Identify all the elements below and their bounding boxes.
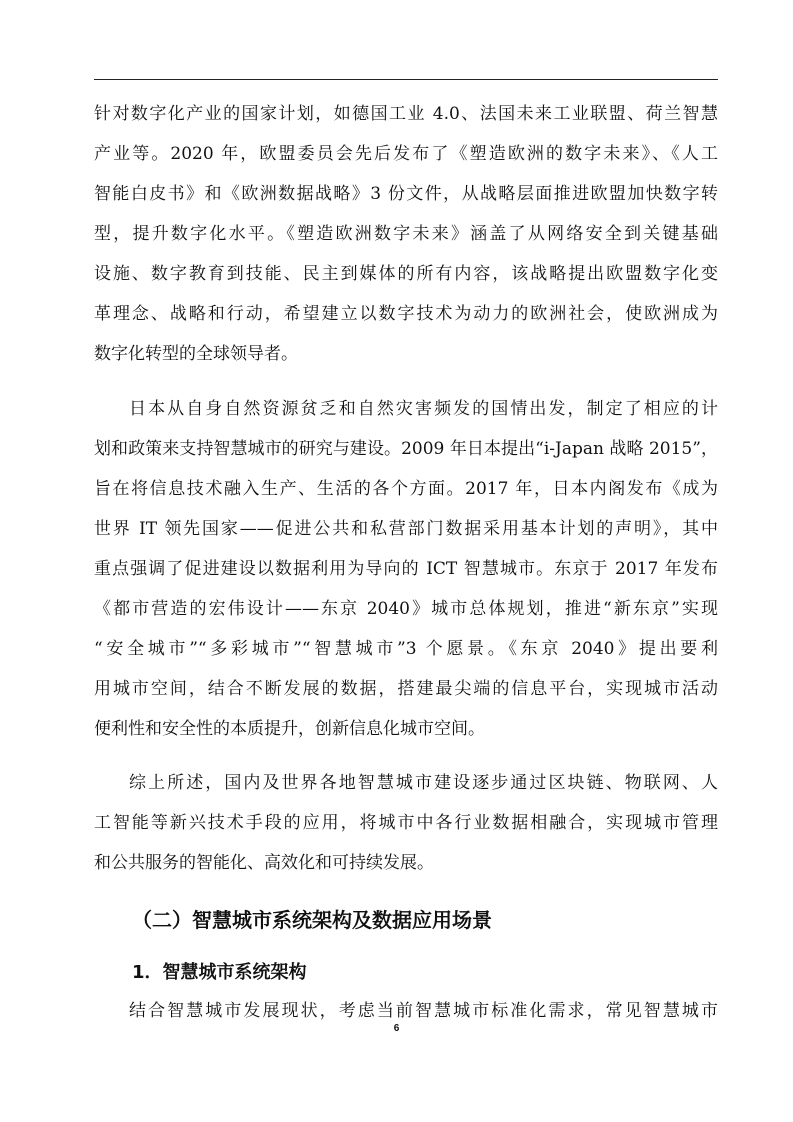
subsection-heading: 1．智慧城市系统架构 — [132, 962, 307, 983]
paragraph-japan — [94, 389, 718, 749]
text-line: 智能白皮书》和《欧洲数据战略》3 份文件，从战略层面推进欧盟加快数字转 — [94, 184, 718, 204]
text-line: 旨在将信息技术融入生产、生活的各个方面。2017 年，日本内阁发布《成为 — [94, 479, 718, 499]
text-line: 世界 IT 领先国家——促进公共和私营部门数据采用基本计划的声明》，其中 — [94, 519, 718, 539]
paragraph-eu-plans — [94, 94, 718, 374]
text-line: 和公共服务的智能化、高效化和可持续发展。 — [94, 853, 434, 873]
text-line: 型，提升数字化水平。《塑造欧洲数字未来》涵盖了从网络安全到关键基础 — [94, 224, 718, 244]
text-line: 结合智慧城市发展现状，考虑当前智慧城市标准化需求，常见智慧城市 — [129, 1001, 718, 1021]
paragraph-summary — [94, 763, 718, 883]
text-line: 划和政策来支持智慧城市的研究与建设。2009 年日本提出“i-Japan 战略 2015”， — [94, 439, 718, 459]
text-line: 日本从自身自然资源贫乏和自然灾害频发的国情出发，制定了相应的计 — [129, 399, 718, 419]
text-line: 革理念、战略和行动，希望建立以数字技术为动力的欧洲社会，使欧洲成为 — [94, 304, 718, 324]
text-line: 数字化转型的全球领导者。 — [94, 344, 298, 364]
text-line: 工智能等新兴技术手段的应用，将城市中各行业数据相融合，实现城市管理 — [94, 813, 718, 833]
text-line: 产业等。2020 年，欧盟委员会先后发布了《塑造欧洲的数字未来》、《人工 — [94, 144, 718, 164]
text-line: 针对数字化产业的国家计划，如德国工业 4.0、法国未来工业联盟、荷兰智慧 — [94, 104, 718, 124]
text-line: 《都市营造的宏伟设计——东京 2040》城市总体规划，推进“新东京”实现 — [94, 599, 718, 619]
text-line: 用城市空间，结合不断发展的数据，搭建最尖端的信息平台，实现城市活动 — [94, 679, 718, 699]
text-line: 设施、数字教育到技能、民主到媒体的所有内容，该战略提出欧盟数字化变 — [94, 264, 718, 284]
text-line: 便利性和安全性的本质提升，创新信息化城市空间。 — [94, 719, 485, 739]
header-rule — [94, 79, 718, 80]
text-line: 综上所述，国内及世界各地智慧城市建设逐步通过区块链、物联网、人 — [129, 773, 718, 793]
page-number: 6 — [393, 1023, 400, 1034]
text-line: “安全城市”“多彩城市”“智慧城市”3 个愿景。《东京 2040》提出要利 — [94, 639, 718, 659]
text-line: 重点强调了促进建设以数据利用为导向的 ICT 智慧城市。东京于 2017 年发布 — [94, 559, 718, 579]
section-heading: （二）智慧城市系统架构及数据应用场景 — [132, 908, 492, 932]
